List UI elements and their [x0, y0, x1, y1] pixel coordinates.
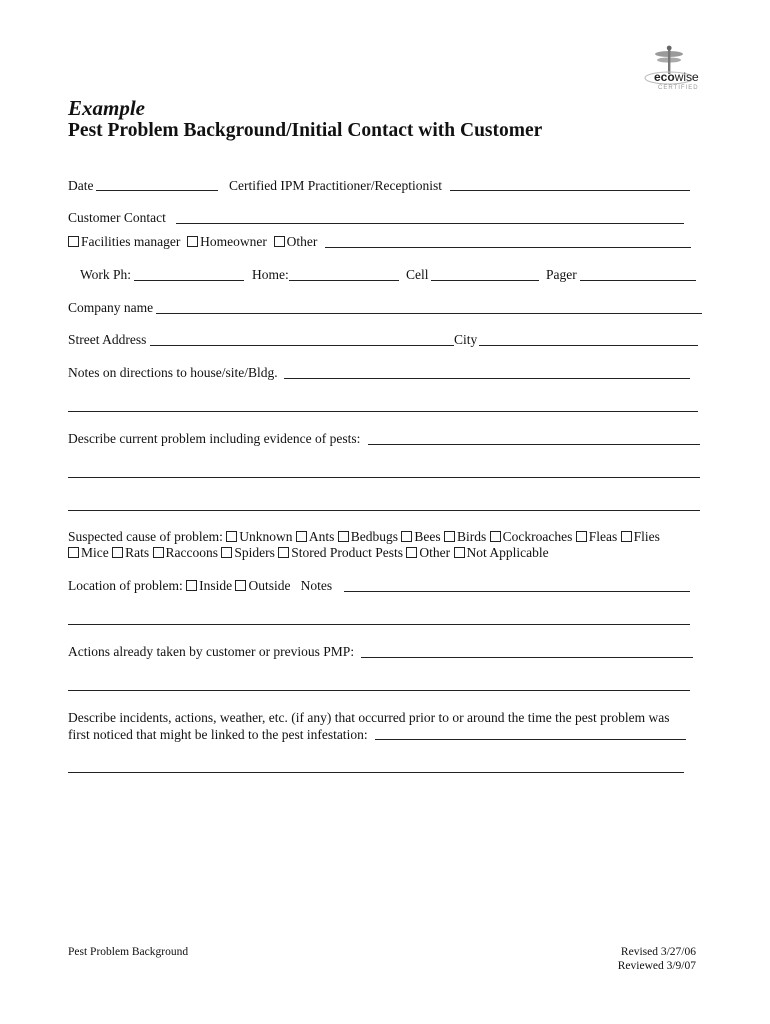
- location-label: Location of problem:: [68, 578, 183, 593]
- cell-phone-field[interactable]: [431, 280, 539, 281]
- home-phone-field[interactable]: [289, 280, 399, 281]
- actions-taken-field[interactable]: [361, 657, 693, 658]
- directions-field[interactable]: [284, 378, 690, 379]
- bees-checkbox[interactable]: [401, 531, 412, 542]
- not-applicable-checkbox[interactable]: [454, 547, 465, 558]
- raccoons-label: Raccoons: [165, 545, 218, 560]
- describe-problem-field[interactable]: [368, 444, 700, 445]
- incidents-line-2[interactable]: [68, 772, 684, 773]
- flies-checkbox[interactable]: [621, 531, 632, 542]
- contact-type-row: [68, 234, 317, 250]
- company-name-label: Company name: [68, 300, 154, 315]
- practitioner-label: Certified IPM Practitioner/Receptionist: [229, 178, 442, 193]
- directions-label: Notes on directions to house/site/Bldg.: [68, 365, 278, 380]
- incidents-label-line-2: first noticed that might be linked to the pest infestation:: [68, 727, 368, 742]
- suspected-cause-row-2: [68, 545, 549, 561]
- suspected-cause-row-1: [68, 529, 660, 545]
- fleas-checkbox[interactable]: [576, 531, 587, 542]
- location-row: [68, 578, 332, 594]
- homeowner-checkbox[interactable]: [187, 236, 198, 247]
- logo-eco-text: eco: [654, 70, 675, 84]
- location-notes-label: Notes: [300, 578, 333, 593]
- homeowner-label: Homeowner: [200, 234, 267, 249]
- unknown-checkbox[interactable]: [226, 531, 237, 542]
- fleas-label: Fleas: [588, 529, 618, 544]
- rats-label: Rats: [125, 545, 150, 560]
- raccoons-checkbox[interactable]: [153, 547, 164, 558]
- cell-phone-label: Cell: [406, 267, 429, 282]
- incidents-label-line-1: Describe incidents, actions, weather, etc. (if any) that occurred prior to or around the time the pest problem was: [68, 710, 670, 725]
- city-label: City: [454, 332, 478, 347]
- suspected-cause-label: Suspected cause of problem:: [68, 529, 223, 544]
- date-field[interactable]: [96, 190, 218, 191]
- street-address-field[interactable]: [150, 345, 454, 346]
- location-notes-line-2[interactable]: [68, 624, 690, 625]
- spiders-checkbox[interactable]: [221, 547, 232, 558]
- bedbugs-checkbox[interactable]: [338, 531, 349, 542]
- ecowise-logo: [636, 40, 702, 98]
- facilities-manager-checkbox[interactable]: [68, 236, 79, 247]
- bees-label: Bees: [414, 529, 441, 544]
- inside-label: Inside: [199, 578, 233, 593]
- other-label: Other: [286, 234, 318, 249]
- inside-checkbox[interactable]: [186, 580, 197, 591]
- other-pest-checkbox[interactable]: [406, 547, 417, 558]
- work-phone-label: Work Ph:: [80, 267, 132, 282]
- customer-contact-field[interactable]: [176, 223, 684, 224]
- describe-problem-label: Describe current problem including evidence of pests:: [68, 431, 361, 446]
- other-pest-label: Other: [419, 545, 451, 560]
- describe-problem-line-3[interactable]: [68, 510, 700, 511]
- location-notes-field[interactable]: [344, 591, 690, 592]
- city-field[interactable]: [479, 345, 698, 346]
- actions-taken-line-2[interactable]: [68, 690, 690, 691]
- unknown-label: Unknown: [239, 529, 293, 544]
- outside-checkbox[interactable]: [235, 580, 246, 591]
- mice-checkbox[interactable]: [68, 547, 79, 558]
- other-checkbox[interactable]: [274, 236, 285, 247]
- rats-checkbox[interactable]: [112, 547, 123, 558]
- spiders-label: Spiders: [234, 545, 275, 560]
- stored-product-pests-checkbox[interactable]: [278, 547, 289, 558]
- facilities-manager-label: Facilities manager: [81, 234, 181, 249]
- footer-revised: Revised 3/27/06: [620, 946, 696, 958]
- cockroaches-label: Cockroaches: [502, 529, 573, 544]
- work-phone-field[interactable]: [134, 280, 244, 281]
- birds-checkbox[interactable]: [444, 531, 455, 542]
- pager-field[interactable]: [580, 280, 696, 281]
- other-field[interactable]: [325, 247, 691, 248]
- customer-contact-label: Customer Contact: [68, 210, 166, 225]
- logo-certified-text: CERTIFIED: [658, 85, 699, 91]
- actions-taken-label: Actions already taken by customer or previous PMP:: [68, 644, 355, 659]
- ants-label: Ants: [308, 529, 335, 544]
- example-heading: Example: [68, 96, 145, 120]
- bedbugs-label: Bedbugs: [350, 529, 398, 544]
- home-phone-label: Home:: [252, 267, 289, 282]
- page-title: Pest Problem Background/Initial Contact with Customer: [68, 120, 543, 141]
- logo-wise-text: wise: [674, 70, 699, 84]
- outside-label: Outside: [248, 578, 291, 593]
- directions-field-line-2[interactable]: [68, 411, 698, 412]
- flies-label: Flies: [633, 529, 660, 544]
- pager-label: Pager: [546, 267, 577, 282]
- practitioner-field[interactable]: [450, 190, 690, 191]
- cockroaches-checkbox[interactable]: [490, 531, 501, 542]
- date-label: Date: [68, 178, 94, 193]
- stored-product-pests-label: Stored Product Pests: [291, 545, 404, 560]
- incidents-field[interactable]: [375, 739, 686, 740]
- describe-problem-line-2[interactable]: [68, 477, 700, 478]
- ants-checkbox[interactable]: [296, 531, 307, 542]
- street-address-label: Street Address: [68, 332, 147, 347]
- company-name-field[interactable]: [156, 313, 702, 314]
- footer-reviewed: Reviewed 3/9/07: [617, 960, 696, 972]
- birds-label: Birds: [456, 529, 487, 544]
- not-applicable-label: Not Applicable: [466, 545, 549, 560]
- mice-label: Mice: [81, 545, 109, 560]
- footer-form-name: Pest Problem Background: [68, 946, 189, 958]
